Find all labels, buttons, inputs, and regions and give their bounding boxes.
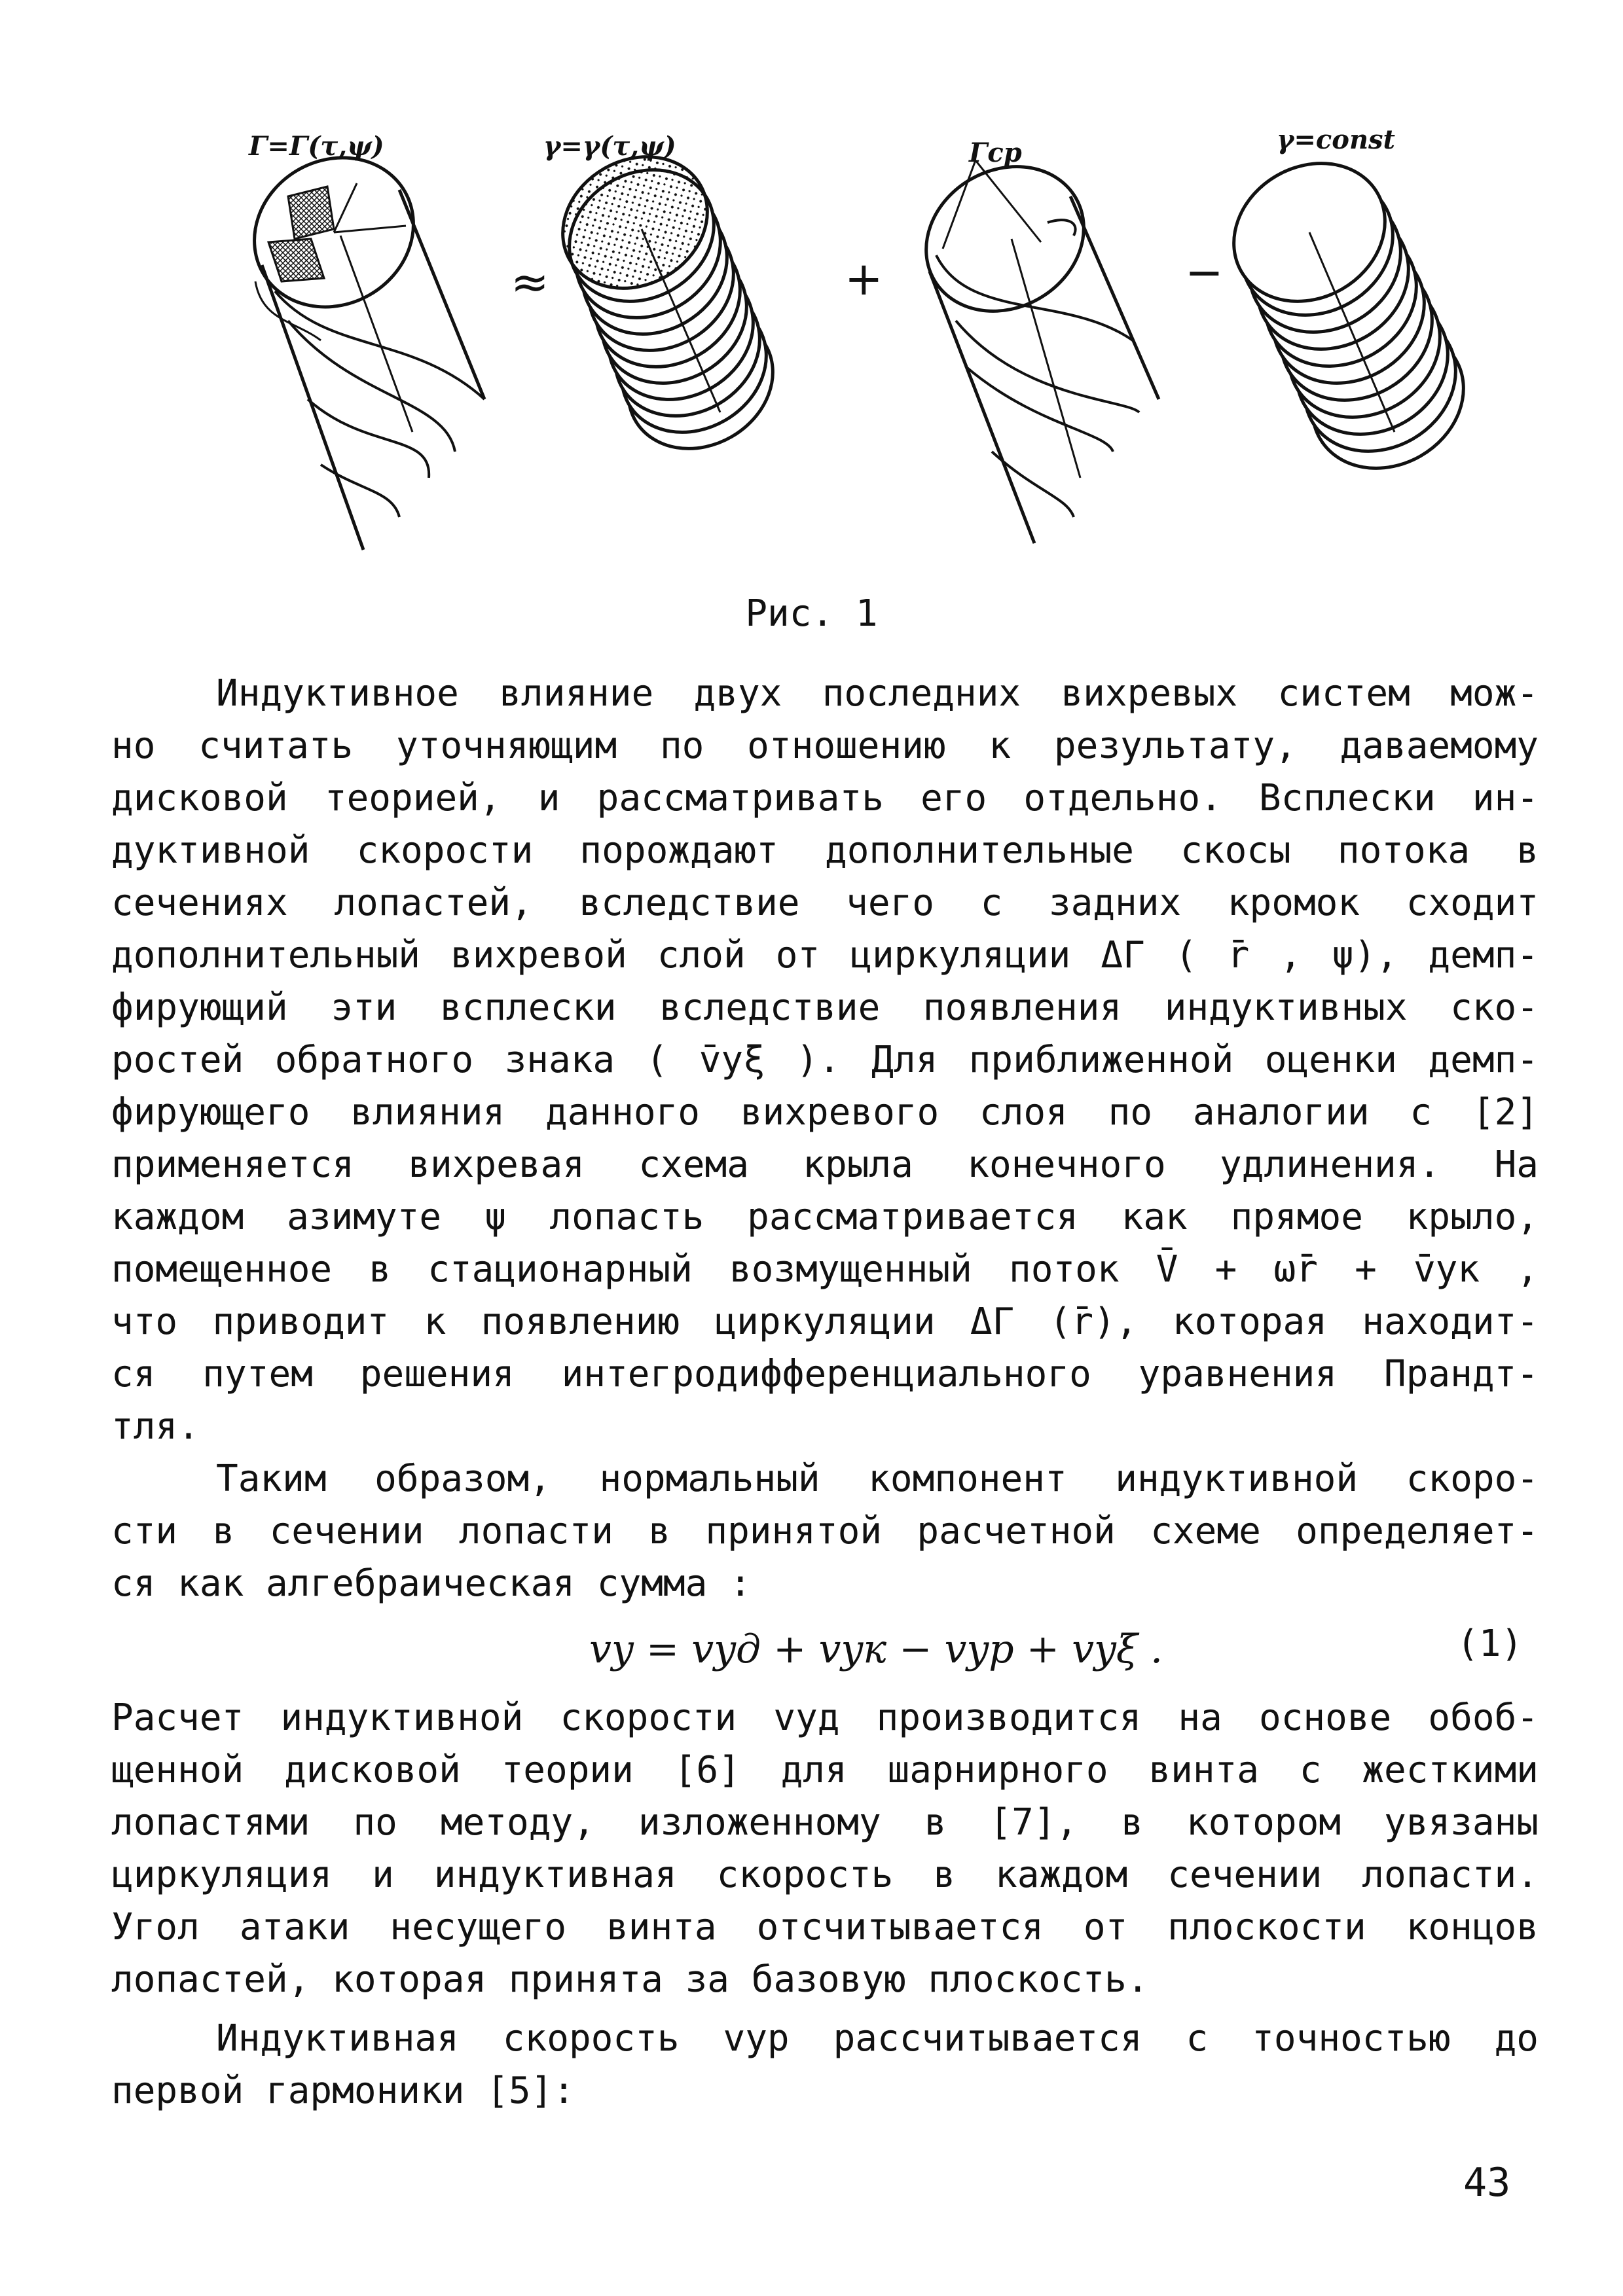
- text-line: сти в сечении лопасти в принятой расчетной схеме определяет-: [111, 1510, 1539, 1552]
- page-number: 43: [1463, 2160, 1511, 2206]
- text-line: щенной дисковой теории [6] для шарнирного винта с жесткими: [111, 1749, 1539, 1791]
- figure-label-3: Γcp: [969, 137, 1022, 168]
- text-line: Индуктивное влияние двух последних вихревых систем мож-: [216, 672, 1539, 715]
- cylinder-1: [227, 129, 484, 550]
- text-line: дуктивной скорости порождают дополнительные скосы потока в: [111, 829, 1539, 872]
- text-line: тля.: [111, 1405, 200, 1448]
- figure-label-4: γ=const: [1277, 124, 1396, 155]
- cylinder-4: [1209, 136, 1489, 495]
- text-line: первой гармоники [5]:: [111, 2070, 575, 2112]
- text-line: сечениях лопастей, вследствие чего с задних кромок сходит: [111, 882, 1539, 924]
- text-line: лопастей, которая принята за базовую плоскость.: [111, 1958, 1149, 2001]
- text-line: лопастями по методу, изложенному в [7], в котором увязаны: [111, 1801, 1539, 1844]
- text-line: Индуктивная скорость vyр рассчитывается с точностью до: [216, 2017, 1539, 2060]
- text-line: фирующий эти всплески вследствие появления индуктивных ско-: [111, 986, 1539, 1029]
- figure-1: [196, 124, 1571, 569]
- paragraph-3: [111, 1692, 1539, 2006]
- text-line: дисковой теорией, и рассматривать его отдельно. Всплески ин-: [111, 777, 1539, 819]
- equation-number: (1): [1457, 1623, 1523, 1665]
- text-line: но считать уточняющим по отношению к результату, даваемому: [111, 725, 1539, 767]
- paragraph-1: [111, 668, 1539, 1453]
- text-line: ся путем решения интегродифференциального уравнения Прандт-: [111, 1353, 1539, 1395]
- figure-label-2: γ=γ(τ,ψ): [543, 131, 676, 162]
- text-line: дополнительный вихревой слой от циркуляции ΔΓ ( r̄ , ψ), демп-: [111, 934, 1539, 977]
- equation-formula: vy = vyд + vyк − vyр + vyξ .: [589, 1626, 1163, 1672]
- text-line: циркуляция и индуктивная скорость в каждом сечении лопасти.: [111, 1854, 1539, 1896]
- paragraph-4: [111, 2013, 1539, 2117]
- operator-plus: +: [845, 252, 883, 306]
- cylinder-3: [900, 139, 1159, 543]
- paragraph-2: [111, 1453, 1539, 1610]
- text-line: фирующего влияния данного вихревого слоя по аналогии с [2]: [111, 1091, 1539, 1134]
- text-line: применяется вихревая схема крыла конечного удлинения. На: [111, 1143, 1539, 1186]
- text-line: Таким образом, нормальный компонент индуктивной скоро-: [216, 1458, 1539, 1500]
- cylinder-2: [539, 131, 797, 475]
- operator-minus: −: [1185, 245, 1224, 299]
- operator-approx: ≈: [511, 255, 549, 309]
- text-line: каждом азимуте ψ лопасть рассматривается как прямое крыло,: [111, 1196, 1539, 1238]
- text-line: ся как алгебраическая сумма :: [111, 1562, 752, 1605]
- text-line: ростей обратного знака ( v̄yξ ). Для приближенной оценки демп-: [111, 1039, 1539, 1081]
- text-line: Расчет индуктивной скорости vyд производится на основе обоб-: [111, 1696, 1539, 1739]
- equation-1: [0, 1623, 1623, 1685]
- text-line: помещенное в стационарный возмущенный поток V̄ + ω̄r̄ + v̄yк ,: [111, 1248, 1539, 1291]
- text-line: Угол атаки несущего винта отсчитывается от плоскости концов: [111, 1906, 1539, 1948]
- figure-caption: Рис. 1: [745, 592, 878, 635]
- figure-label-1: Γ=Γ(τ,ψ): [249, 131, 384, 162]
- text-line: что приводит к появлению циркуляции ΔΓ (r̄), которая находит-: [111, 1300, 1539, 1343]
